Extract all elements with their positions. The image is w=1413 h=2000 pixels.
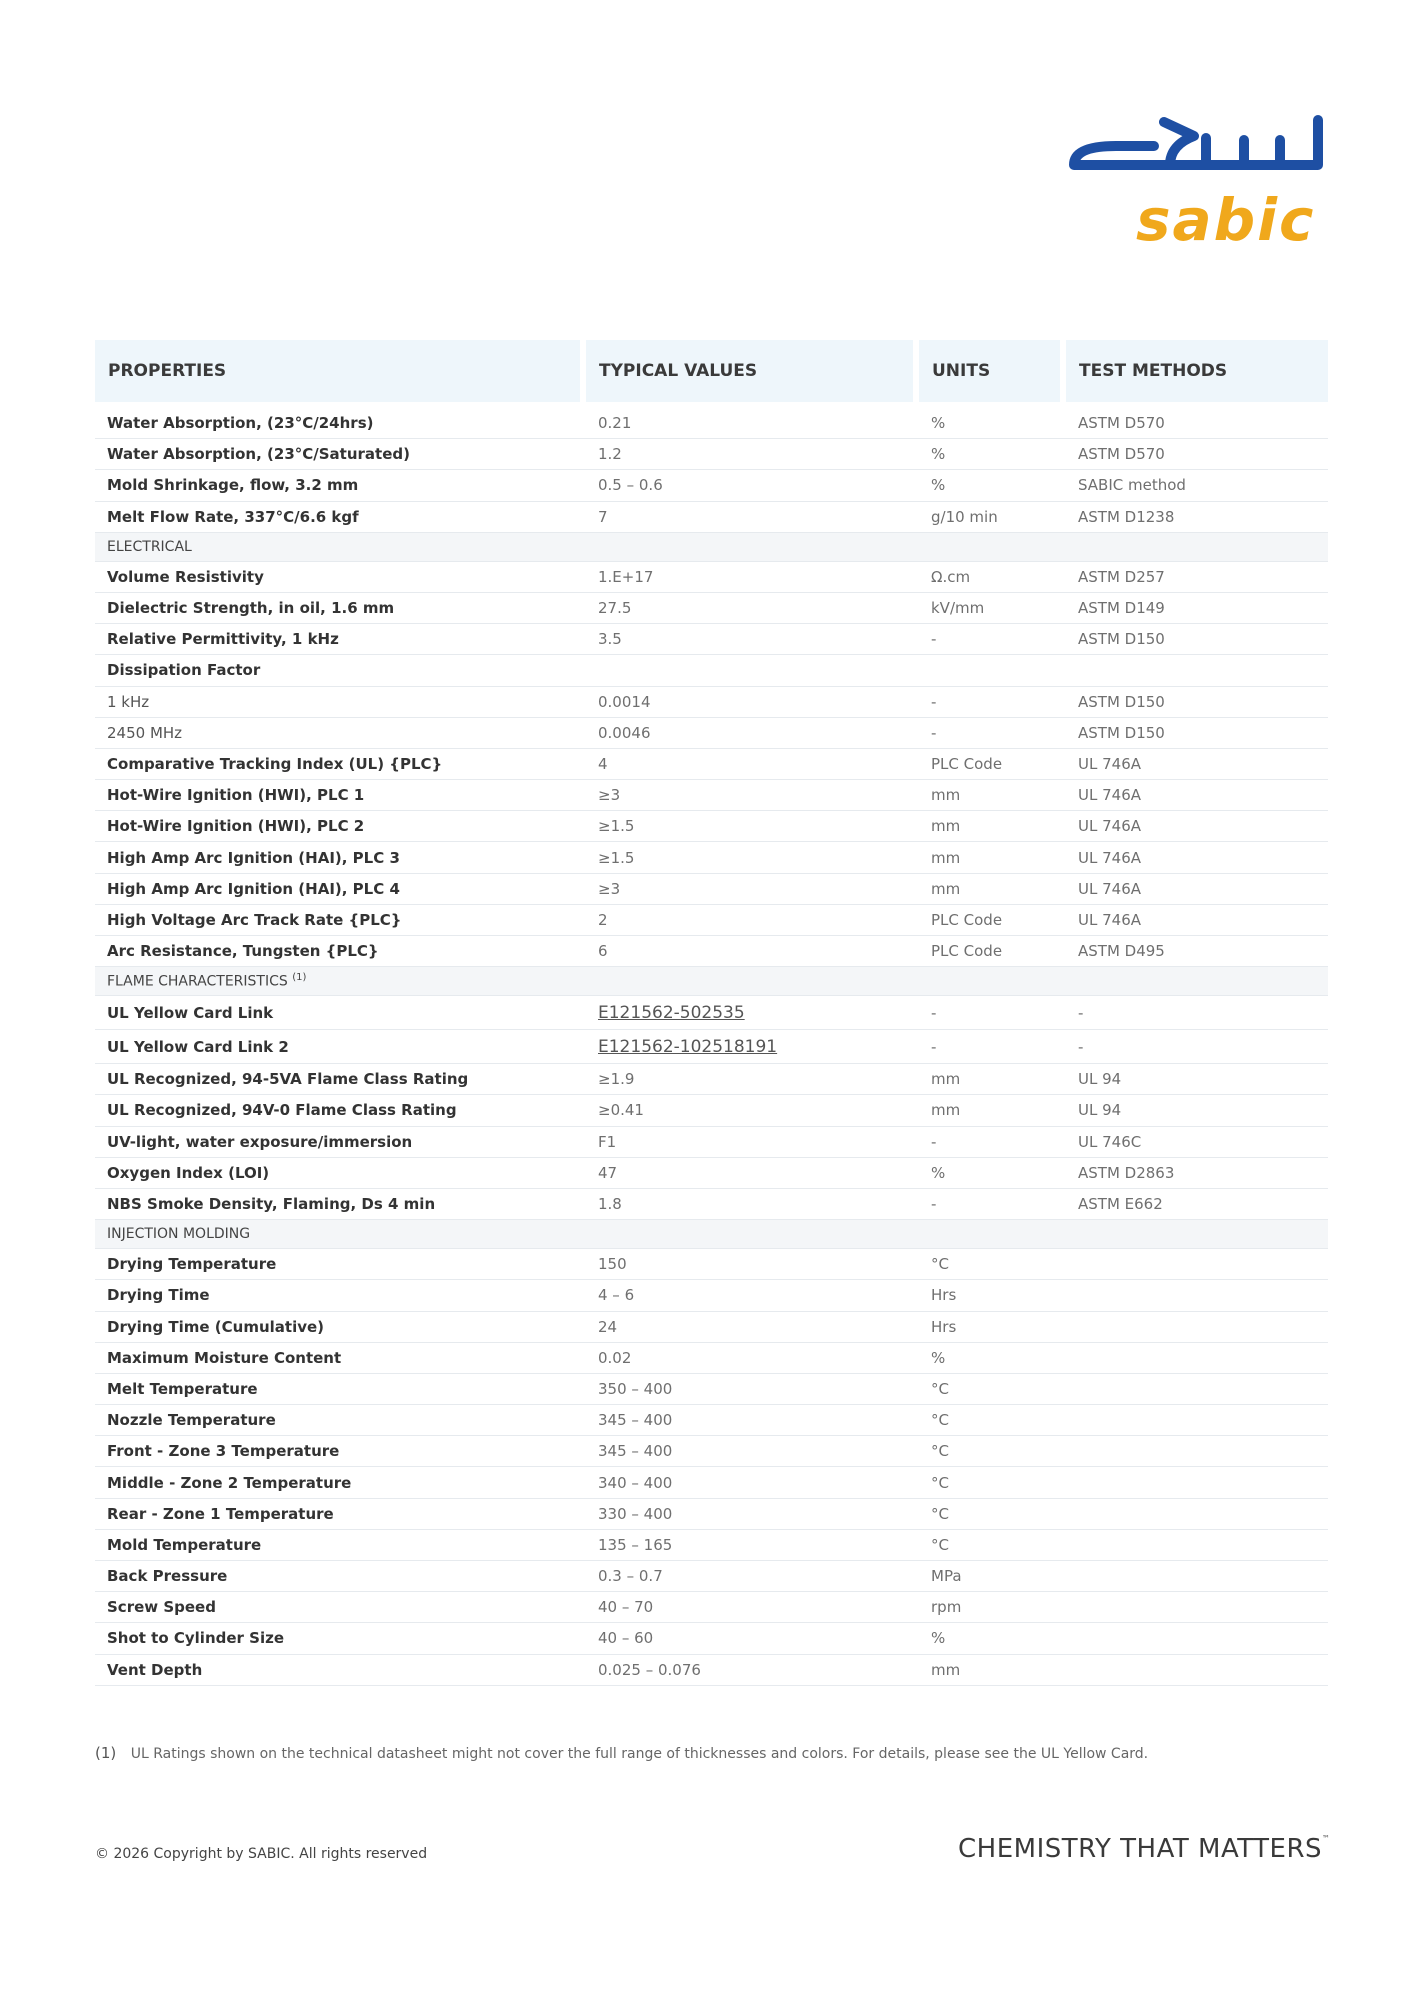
table-cell: Screw Speed	[95, 1592, 586, 1623]
table-row	[95, 1623, 1328, 1654]
table-cell: ≥1.9	[586, 1064, 919, 1095]
table-cell: 150	[586, 1249, 919, 1280]
table-cell: ASTM D2863	[1066, 1158, 1328, 1189]
table-cell: °C	[919, 1436, 1066, 1467]
table-row	[95, 562, 1328, 593]
table-cell: PLC Code	[919, 936, 1066, 967]
table-cell: rpm	[919, 1592, 1066, 1623]
table-cell: ASTM E662	[1066, 1189, 1328, 1220]
table-cell: mm	[919, 1095, 1066, 1126]
table-row	[95, 502, 1328, 533]
section-label: INJECTION MOLDING	[107, 1226, 251, 1243]
copyright: © 2026 Copyright by SABIC. All rights reserved	[95, 1846, 428, 1862]
table-cell: Relative Permittivity, 1 kHz	[95, 624, 586, 655]
table-cell: °C	[919, 1405, 1066, 1436]
table-cell: Back Pressure	[95, 1561, 586, 1592]
properties-table	[95, 340, 1328, 1686]
table-cell: 7	[586, 502, 919, 533]
table-cell	[1066, 1623, 1328, 1654]
table-cell	[1066, 1499, 1328, 1530]
table-cell: -	[919, 1189, 1066, 1220]
table-row	[95, 687, 1328, 718]
table-cell: Front - Zone 3 Temperature	[95, 1436, 586, 1467]
table-row	[95, 996, 1328, 1030]
table-cell: %	[919, 1623, 1066, 1654]
table-cell: Arc Resistance, Tungsten {PLC}	[95, 936, 586, 967]
table-row	[95, 593, 1328, 624]
table-cell: MPa	[919, 1561, 1066, 1592]
table-cell: 2	[586, 905, 919, 936]
sabic-logo	[1068, 112, 1330, 252]
table-cell: UL 746A	[1066, 905, 1328, 936]
table-cell: mm	[919, 874, 1066, 905]
table-cell: ≥1.5	[586, 842, 919, 873]
table-cell: 24	[586, 1312, 919, 1343]
table-cell: 0.0014	[586, 687, 919, 718]
table-cell: %	[919, 402, 1066, 439]
table-cell: Drying Time	[95, 1280, 586, 1311]
table-cell: ASTM D150	[1066, 718, 1328, 749]
table-cell: NBS Smoke Density, Flaming, Ds 4 min	[95, 1189, 586, 1220]
table-cell: %	[919, 1158, 1066, 1189]
table-row	[95, 842, 1328, 873]
table-cell: Oxygen Index (LOI)	[95, 1158, 586, 1189]
table-row	[95, 718, 1328, 749]
table-cell: F1	[586, 1127, 919, 1158]
sabic-wordmark: sabic	[1136, 186, 1316, 252]
section-row	[95, 1220, 1328, 1249]
table-cell: Rear - Zone 1 Temperature	[95, 1499, 586, 1530]
table-cell: ASTM D1238	[1066, 502, 1328, 533]
table-cell: UL 746A	[1066, 749, 1328, 780]
table-cell: 0.5 – 0.6	[586, 470, 919, 501]
table-cell: 0.025 – 0.076	[586, 1655, 919, 1686]
table-cell: 135 – 165	[586, 1530, 919, 1561]
table-cell: 340 – 400	[586, 1467, 919, 1498]
table-cell: Middle - Zone 2 Temperature	[95, 1467, 586, 1498]
table-cell: 3.5	[586, 624, 919, 655]
table-cell: mm	[919, 1655, 1066, 1686]
table-cell: High Amp Arc Ignition (HAI), PLC 4	[95, 874, 586, 905]
table-cell: g/10 min	[919, 502, 1066, 533]
table-cell: ≥0.41	[586, 1095, 919, 1126]
table-cell: UL 94	[1066, 1064, 1328, 1095]
table-cell: -	[919, 1127, 1066, 1158]
table-cell: UL 746A	[1066, 874, 1328, 905]
table-row	[95, 655, 1328, 686]
table-cell	[586, 996, 919, 1030]
table-cell: High Voltage Arc Track Rate {PLC}	[95, 905, 586, 936]
table-cell	[1066, 1467, 1328, 1498]
table-cell: UL Recognized, 94-5VA Flame Class Rating	[95, 1064, 586, 1095]
section-title	[95, 1220, 1328, 1249]
table-cell: ASTM D150	[1066, 624, 1328, 655]
table-cell: PLC Code	[919, 749, 1066, 780]
table-cell: Water Absorption, (23°C/24hrs)	[95, 402, 586, 439]
table-row	[95, 1127, 1328, 1158]
table-cell: kV/mm	[919, 593, 1066, 624]
table-cell: UL 746A	[1066, 811, 1328, 842]
table-row	[95, 1343, 1328, 1374]
footnote-mark: (1)	[95, 1744, 117, 1762]
header-properties: PROPERTIES	[95, 340, 586, 402]
table-cell: Water Absorption, (23°C/Saturated)	[95, 439, 586, 470]
table-cell: -	[919, 1030, 1066, 1064]
table-cell: 350 – 400	[586, 1374, 919, 1405]
table-cell: -	[919, 718, 1066, 749]
table-cell: ASTM D570	[1066, 402, 1328, 439]
table-row	[95, 1499, 1328, 1530]
table-cell: UL 746C	[1066, 1127, 1328, 1158]
table-cell: 0.21	[586, 402, 919, 439]
table-cell: -	[1066, 996, 1328, 1030]
section-title	[95, 967, 1328, 996]
table-cell: 1.8	[586, 1189, 919, 1220]
section-label: ELECTRICAL	[107, 538, 192, 555]
table-cell	[1066, 1530, 1328, 1561]
table-cell: °C	[919, 1467, 1066, 1498]
table-cell: ASTM D257	[1066, 562, 1328, 593]
table-cell: 4 – 6	[586, 1280, 919, 1311]
table-cell: PLC Code	[919, 905, 1066, 936]
table-row	[95, 1655, 1328, 1686]
slogan-text: CHEMISTRY THAT MATTERS	[958, 1834, 1323, 1864]
table-cell: 47	[586, 1158, 919, 1189]
table-cell: 1.2	[586, 439, 919, 470]
table-row	[95, 811, 1328, 842]
table-cell	[1066, 1592, 1328, 1623]
table-row	[95, 1592, 1328, 1623]
table-cell	[1066, 1561, 1328, 1592]
table-body	[95, 402, 1328, 1686]
slogan	[958, 1834, 1331, 1864]
table-cell: Mold Temperature	[95, 1530, 586, 1561]
table-cell: ASTM D150	[1066, 687, 1328, 718]
table-cell: 330 – 400	[586, 1499, 919, 1530]
table-row	[95, 1249, 1328, 1280]
table-cell: 1.E+17	[586, 562, 919, 593]
table-cell: Hot-Wire Ignition (HWI), PLC 1	[95, 780, 586, 811]
table-cell	[919, 655, 1066, 686]
ul-yellow-card-link[interactable]: E121562-102518191	[598, 1036, 778, 1057]
table-cell: 27.5	[586, 593, 919, 624]
section-title	[95, 533, 1328, 562]
table-row	[95, 1467, 1328, 1498]
table-cell: UL 746A	[1066, 780, 1328, 811]
table-cell	[1066, 1343, 1328, 1374]
table-row	[95, 1095, 1328, 1126]
table-cell: UL Yellow Card Link 2	[95, 1030, 586, 1064]
table-row	[95, 1064, 1328, 1095]
table-cell: Melt Flow Rate, 337°C/6.6 kgf	[95, 502, 586, 533]
table-cell: SABIC method	[1066, 470, 1328, 501]
table-cell: UL Yellow Card Link	[95, 996, 586, 1030]
table-cell: 0.02	[586, 1343, 919, 1374]
table-cell	[586, 1030, 919, 1064]
table-cell: Vent Depth	[95, 1655, 586, 1686]
table-cell: -	[1066, 1030, 1328, 1064]
table-cell: 6	[586, 936, 919, 967]
table-cell: °C	[919, 1249, 1066, 1280]
table-cell: 40 – 60	[586, 1623, 919, 1654]
table-cell	[1066, 1655, 1328, 1686]
table-cell	[1066, 1280, 1328, 1311]
table-cell: °C	[919, 1374, 1066, 1405]
table-cell: Nozzle Temperature	[95, 1405, 586, 1436]
table-cell: %	[919, 439, 1066, 470]
table-cell: 0.3 – 0.7	[586, 1561, 919, 1592]
footnote-text: UL Ratings shown on the technical datasheet might not cover the full range of thicknesses and colors. For details, please see the UL Yellow Card.	[130, 1746, 1149, 1762]
table-cell: -	[919, 624, 1066, 655]
table-cell: Maximum Moisture Content	[95, 1343, 586, 1374]
table-cell: UL Recognized, 94V-0 Flame Class Rating	[95, 1095, 586, 1126]
table-row	[95, 874, 1328, 905]
table-cell: Dissipation Factor	[95, 655, 586, 686]
table-row	[95, 780, 1328, 811]
table-cell: Mold Shrinkage, flow, 3.2 mm	[95, 470, 586, 501]
table-row	[95, 1561, 1328, 1592]
table-cell: Melt Temperature	[95, 1374, 586, 1405]
table-cell: UL 94	[1066, 1095, 1328, 1126]
table-header	[95, 340, 1328, 402]
slogan-trademark: ™	[1322, 1834, 1331, 1843]
table-cell: ≥3	[586, 780, 919, 811]
table-row	[95, 1158, 1328, 1189]
table-cell: Ω.cm	[919, 562, 1066, 593]
table-cell: Drying Temperature	[95, 1249, 586, 1280]
table-cell: mm	[919, 780, 1066, 811]
table-cell: %	[919, 1343, 1066, 1374]
table-cell: -	[919, 996, 1066, 1030]
table-cell: UV-light, water exposure/immersion	[95, 1127, 586, 1158]
table-row	[95, 905, 1328, 936]
table-cell: 2450 MHz	[95, 718, 586, 749]
table-cell: ASTM D570	[1066, 439, 1328, 470]
table-cell: Hrs	[919, 1312, 1066, 1343]
table-cell: UL 746A	[1066, 842, 1328, 873]
header-typical-values: TYPICAL VALUES	[586, 340, 919, 402]
table-cell: ASTM D149	[1066, 593, 1328, 624]
table-row	[95, 402, 1328, 439]
table-cell	[1066, 1405, 1328, 1436]
table-row	[95, 1530, 1328, 1561]
table-cell: Dielectric Strength, in oil, 1.6 mm	[95, 593, 586, 624]
table-cell: ASTM D495	[1066, 936, 1328, 967]
table-row	[95, 1436, 1328, 1467]
table-row	[95, 1312, 1328, 1343]
table-cell: 345 – 400	[586, 1436, 919, 1467]
table-row	[95, 1374, 1328, 1405]
table-cell	[1066, 1436, 1328, 1467]
table-cell: ≥3	[586, 874, 919, 905]
table-cell: mm	[919, 1064, 1066, 1095]
table-cell: Hot-Wire Ignition (HWI), PLC 2	[95, 811, 586, 842]
table-cell: ≥1.5	[586, 811, 919, 842]
table-row	[95, 470, 1328, 501]
section-row	[95, 533, 1328, 562]
section-label: FLAME CHARACTERISTICS	[107, 974, 288, 991]
table-row	[95, 624, 1328, 655]
table-cell	[1066, 655, 1328, 686]
table-cell: Hrs	[919, 1280, 1066, 1311]
table-cell: 345 – 400	[586, 1405, 919, 1436]
table-cell: °C	[919, 1499, 1066, 1530]
table-cell: %	[919, 470, 1066, 501]
table-cell: High Amp Arc Ignition (HAI), PLC 3	[95, 842, 586, 873]
table-row	[95, 1189, 1328, 1220]
table-cell: Drying Time (Cumulative)	[95, 1312, 586, 1343]
table-cell: Comparative Tracking Index (UL) {PLC}	[95, 749, 586, 780]
table-cell: Volume Resistivity	[95, 562, 586, 593]
table-row	[95, 749, 1328, 780]
table-cell	[1066, 1249, 1328, 1280]
table-row	[95, 936, 1328, 967]
table-cell	[1066, 1312, 1328, 1343]
table-cell: 0.0046	[586, 718, 919, 749]
table-row	[95, 1280, 1328, 1311]
header-units: UNITS	[919, 340, 1066, 402]
ul-yellow-card-link[interactable]: E121562-502535	[598, 1002, 745, 1023]
table-cell: 40 – 70	[586, 1592, 919, 1623]
sabic-logo-mark	[1068, 112, 1330, 252]
footnote-reference: (1)	[292, 972, 307, 984]
table-row	[95, 1030, 1328, 1064]
table-cell: 1 kHz	[95, 687, 586, 718]
table-row	[95, 439, 1328, 470]
table-cell: -	[919, 687, 1066, 718]
table-cell: 4	[586, 749, 919, 780]
table-cell: mm	[919, 842, 1066, 873]
header-test-methods: TEST METHODS	[1066, 340, 1328, 402]
table-cell	[1066, 1374, 1328, 1405]
table-cell: °C	[919, 1530, 1066, 1561]
table-cell	[586, 655, 919, 686]
footnote	[95, 1744, 1148, 1762]
section-row	[95, 967, 1328, 996]
table-row	[95, 1405, 1328, 1436]
table-cell: mm	[919, 811, 1066, 842]
table-cell: Shot to Cylinder Size	[95, 1623, 586, 1654]
